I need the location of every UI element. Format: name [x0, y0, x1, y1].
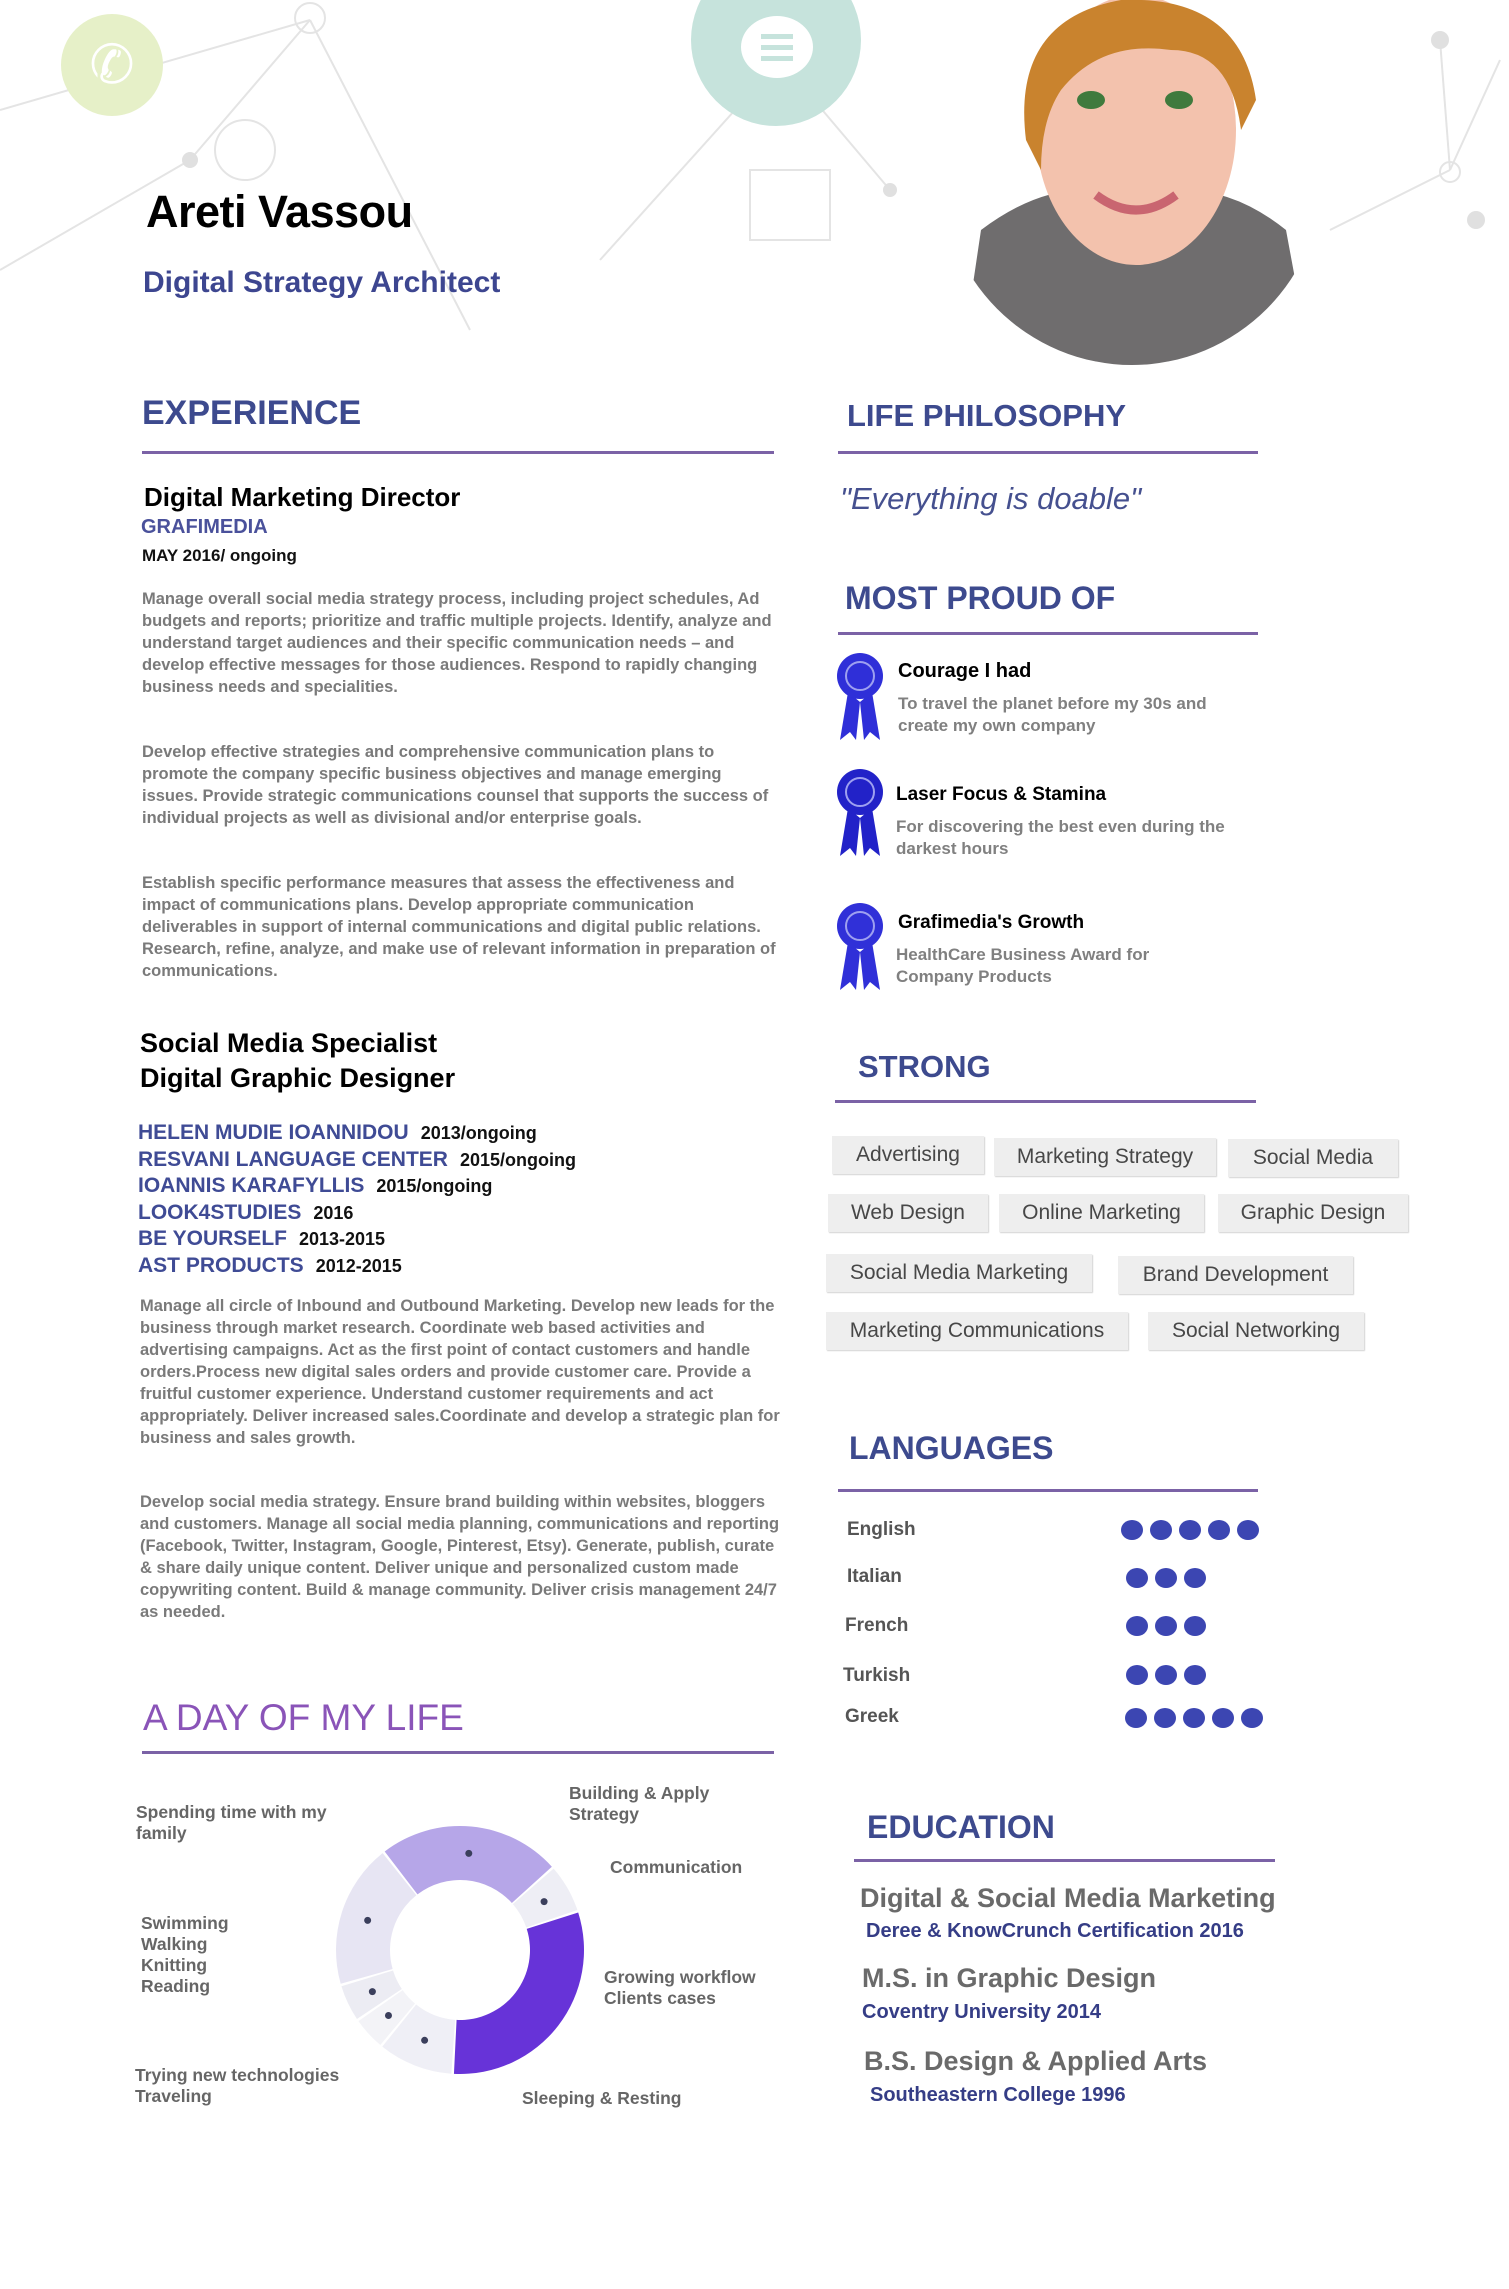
segment-leader-dot [465, 1850, 472, 1857]
skill-tag: Brand Development [1118, 1256, 1353, 1294]
proud-desc: For discovering the best even during the darkest hours [896, 817, 1225, 858]
employer-row [138, 1253, 576, 1280]
skill-tag: Online Marketing [999, 1194, 1204, 1232]
employer-years: 2015/ongoing [459, 1149, 576, 1170]
segment-leader-dot [421, 2037, 428, 2044]
level-dot [1179, 1520, 1201, 1540]
job2-subtitle: Digital Graphic Designer [140, 1063, 456, 1093]
hobby: Walking [141, 1934, 208, 1954]
education-heading: EDUCATION [867, 1809, 1055, 1845]
level-dot [1125, 1708, 1147, 1728]
proud-title: Grafimedia's Growth [898, 912, 1085, 933]
level-dot [1154, 1708, 1176, 1728]
employer-list [138, 1120, 576, 1279]
proud-divider [838, 632, 1258, 635]
employer-years: 2015/ongoing [376, 1176, 493, 1196]
skill-tag: Marketing Strategy [994, 1138, 1216, 1176]
education-school: Coventry University 2014 [862, 2001, 1102, 2023]
philosophy-heading: LIFE PHILOSOPHY [847, 398, 1127, 433]
language-level [1121, 1520, 1259, 1540]
level-dot [1150, 1520, 1172, 1540]
education-divider [854, 1859, 1275, 1862]
proud-item [836, 768, 1276, 878]
employer-years: 2012-2015 [315, 1255, 402, 1276]
employer-name: RESVANI LANGUAGE CENTER [138, 1147, 448, 1171]
job1-title: Digital Marketing Director [144, 482, 461, 512]
skill-tag: Advertising [832, 1136, 984, 1174]
award-ribbon-icon [836, 652, 884, 742]
level-dot [1155, 1616, 1177, 1636]
employer-row [138, 1200, 576, 1227]
language-name: French [845, 1615, 909, 1636]
proud-desc: To travel the planet before my 30s and create my own company [898, 694, 1207, 735]
segment-leader-dot [369, 1988, 376, 1995]
segment-leader-dot [364, 1917, 371, 1924]
skill-tag: Social Media Marketing [826, 1254, 1092, 1292]
language-level [1126, 1568, 1206, 1588]
languages-divider [838, 1489, 1258, 1492]
level-dot [1241, 1708, 1263, 1728]
level-dot [1184, 1665, 1206, 1685]
label-trying [135, 2065, 339, 2107]
employer-name: LOOK4STUDIES [138, 1200, 302, 1224]
label-building: Building & Apply Strategy [569, 1783, 710, 1824]
skill-tag: Social Media [1228, 1139, 1398, 1177]
proud-heading: MOST PROUD OF [845, 580, 1116, 616]
employer-years: 2013-2015 [298, 1229, 386, 1249]
level-dot [1183, 1708, 1205, 1728]
proud-item [836, 652, 1276, 762]
label-hobbies [141, 1913, 229, 1997]
level-dot [1155, 1665, 1177, 1685]
growing-line: Clients cases [604, 1988, 716, 2008]
language-name: Italian [847, 1566, 902, 1587]
employer-row [138, 1226, 576, 1253]
hobby: Reading [141, 1976, 211, 1996]
skill-tag: Social Networking [1148, 1312, 1364, 1350]
strong-heading: STRONG [858, 1049, 991, 1084]
level-dot [1184, 1616, 1206, 1636]
experience-divider [142, 451, 774, 454]
label-communication: Communication [610, 1857, 743, 1877]
language-name: English [847, 1519, 916, 1540]
level-dot [1126, 1568, 1148, 1588]
hobby: Swimming [141, 1913, 229, 1933]
level-dot [1155, 1568, 1177, 1588]
employer-row [138, 1173, 576, 1200]
employer-years: 2016 [313, 1202, 354, 1223]
education-school: Deree & KnowCrunch Certification 2016 [866, 1920, 1244, 1942]
person-role: Digital Strategy Architect [143, 266, 501, 299]
skill-tag: Marketing Communications [826, 1312, 1128, 1350]
trying-line: Trying new technologies [135, 2065, 340, 2085]
level-dot [1184, 1568, 1206, 1588]
education-title: Digital & Social Media Marketing [860, 1883, 1276, 1913]
strong-divider [835, 1100, 1256, 1103]
job1-company: GRAFIMEDIA [141, 516, 268, 538]
level-dot [1208, 1520, 1230, 1540]
languages-heading: LANGUAGES [849, 1430, 1054, 1466]
donut-segment [454, 1913, 584, 2074]
job2-paragraph: Develop social media strategy. Ensure brand building within websites, bloggers and customers. Manage all social media planning, communications and reporting (Facebook, Twitter, Instagram, Google, Pinterest, Etsy). Generate, publish, curate & share daily unique content. Deliver unique and personalized custom made copywriting content. Build & manage community. Deliver crisis management 24/7 as needed. [140, 1493, 780, 1621]
language-name: Greek [845, 1706, 899, 1727]
job1-paragraph: Establish specific performance measures that assess the effectiveness and impact of communications plans. Develop appropriate communication deliverables in support of internal communications and digital public relations. Research, refine, analyze, and make use of relevant information in preparation of communications. [142, 874, 776, 980]
language-level [1126, 1665, 1206, 1685]
growing-line: Growing workflow [604, 1967, 756, 1987]
level-dot [1237, 1520, 1259, 1540]
level-dot [1126, 1665, 1148, 1685]
label-family: Spending time with my family [136, 1802, 327, 1843]
employer-name: HELEN MUDIE IOANNIDOU [138, 1121, 409, 1144]
language-name: Turkish [843, 1665, 911, 1686]
trying-line: Traveling [135, 2086, 212, 2106]
job1-paragraph: Develop effective strategies and comprehensive communication plans to promote the company specific business objectives and manage emerging issues. Provide strategic communications counsel that supports the success of individual projects as well as divisional and/or enterprise goals. [142, 743, 769, 827]
employer-row [138, 1147, 576, 1174]
job1-date: MAY 2016/ ongoing [142, 546, 297, 565]
level-dot [1212, 1708, 1234, 1728]
phone-icon: ✆ [61, 14, 163, 116]
education-title: B.S. Design & Applied Arts [864, 2046, 1208, 2076]
person-name: Areti Vassou [146, 186, 413, 237]
award-ribbon-icon [836, 768, 884, 858]
award-ribbon-icon [836, 902, 884, 992]
experience-heading: EXPERIENCE [142, 394, 362, 432]
proud-item [836, 902, 1276, 1012]
level-dot [1126, 1616, 1148, 1636]
segment-leader-dot [385, 2012, 392, 2019]
label-sleeping: Sleeping & Resting [522, 2088, 682, 2108]
label-growing [604, 1967, 756, 2009]
philosophy-quote: "Everything is doable" [840, 481, 1142, 516]
language-level [1126, 1616, 1206, 1636]
employer-name: AST PRODUCTS [138, 1253, 304, 1277]
job1-paragraph: Manage overall social media strategy process, including project schedules, Ad budgets and reports; prioritize and traffic multiple projects. Identify, analyze and understand target audiences and their specific communication needs – and develop effective messages for those audiences. Respond to rapidly changing business needs and specialities. [142, 590, 772, 696]
language-level [1125, 1708, 1263, 1728]
proud-title: Courage I had [898, 660, 1032, 682]
hobby: Knitting [141, 1955, 208, 1975]
education-school: Southeastern College 1996 [870, 2084, 1126, 2106]
level-dot [1121, 1520, 1143, 1540]
education-title: M.S. in Graphic Design [862, 1963, 1157, 1993]
skill-tag: Graphic Design [1218, 1194, 1408, 1232]
proud-desc: HealthCare Business Award for Company Products [896, 945, 1150, 986]
segment-leader-dot [541, 1898, 548, 1905]
day-heading: A DAY OF MY LIFE [143, 1697, 464, 1738]
job2-paragraph: Manage all circle of Inbound and Outbound Marketing. Develop new leads for the business through market research. Coordinate web based activities and advertising campaigns. Act as the first point of contact customers and handle orders.Process new digital sales orders and provide customer care. Provide a fruitful customer experience. Understand customer requirements and act appropriately. Deliver increased sales.Coordinate and develop a strategic plan for business and sales growth. [140, 1297, 780, 1447]
job2-title: Social Media Specialist [140, 1028, 438, 1058]
proud-title: Laser Focus & Stamina [896, 784, 1107, 805]
employer-name: IOANNIS KARAFYLLIS [138, 1174, 365, 1197]
employer-name: BE YOURSELF [138, 1227, 287, 1250]
philosophy-divider [838, 451, 1258, 454]
day-divider [142, 1751, 774, 1754]
employer-years: 2013/ongoing [420, 1123, 537, 1143]
employer-row [138, 1120, 576, 1147]
skill-tag: Web Design [828, 1194, 988, 1232]
